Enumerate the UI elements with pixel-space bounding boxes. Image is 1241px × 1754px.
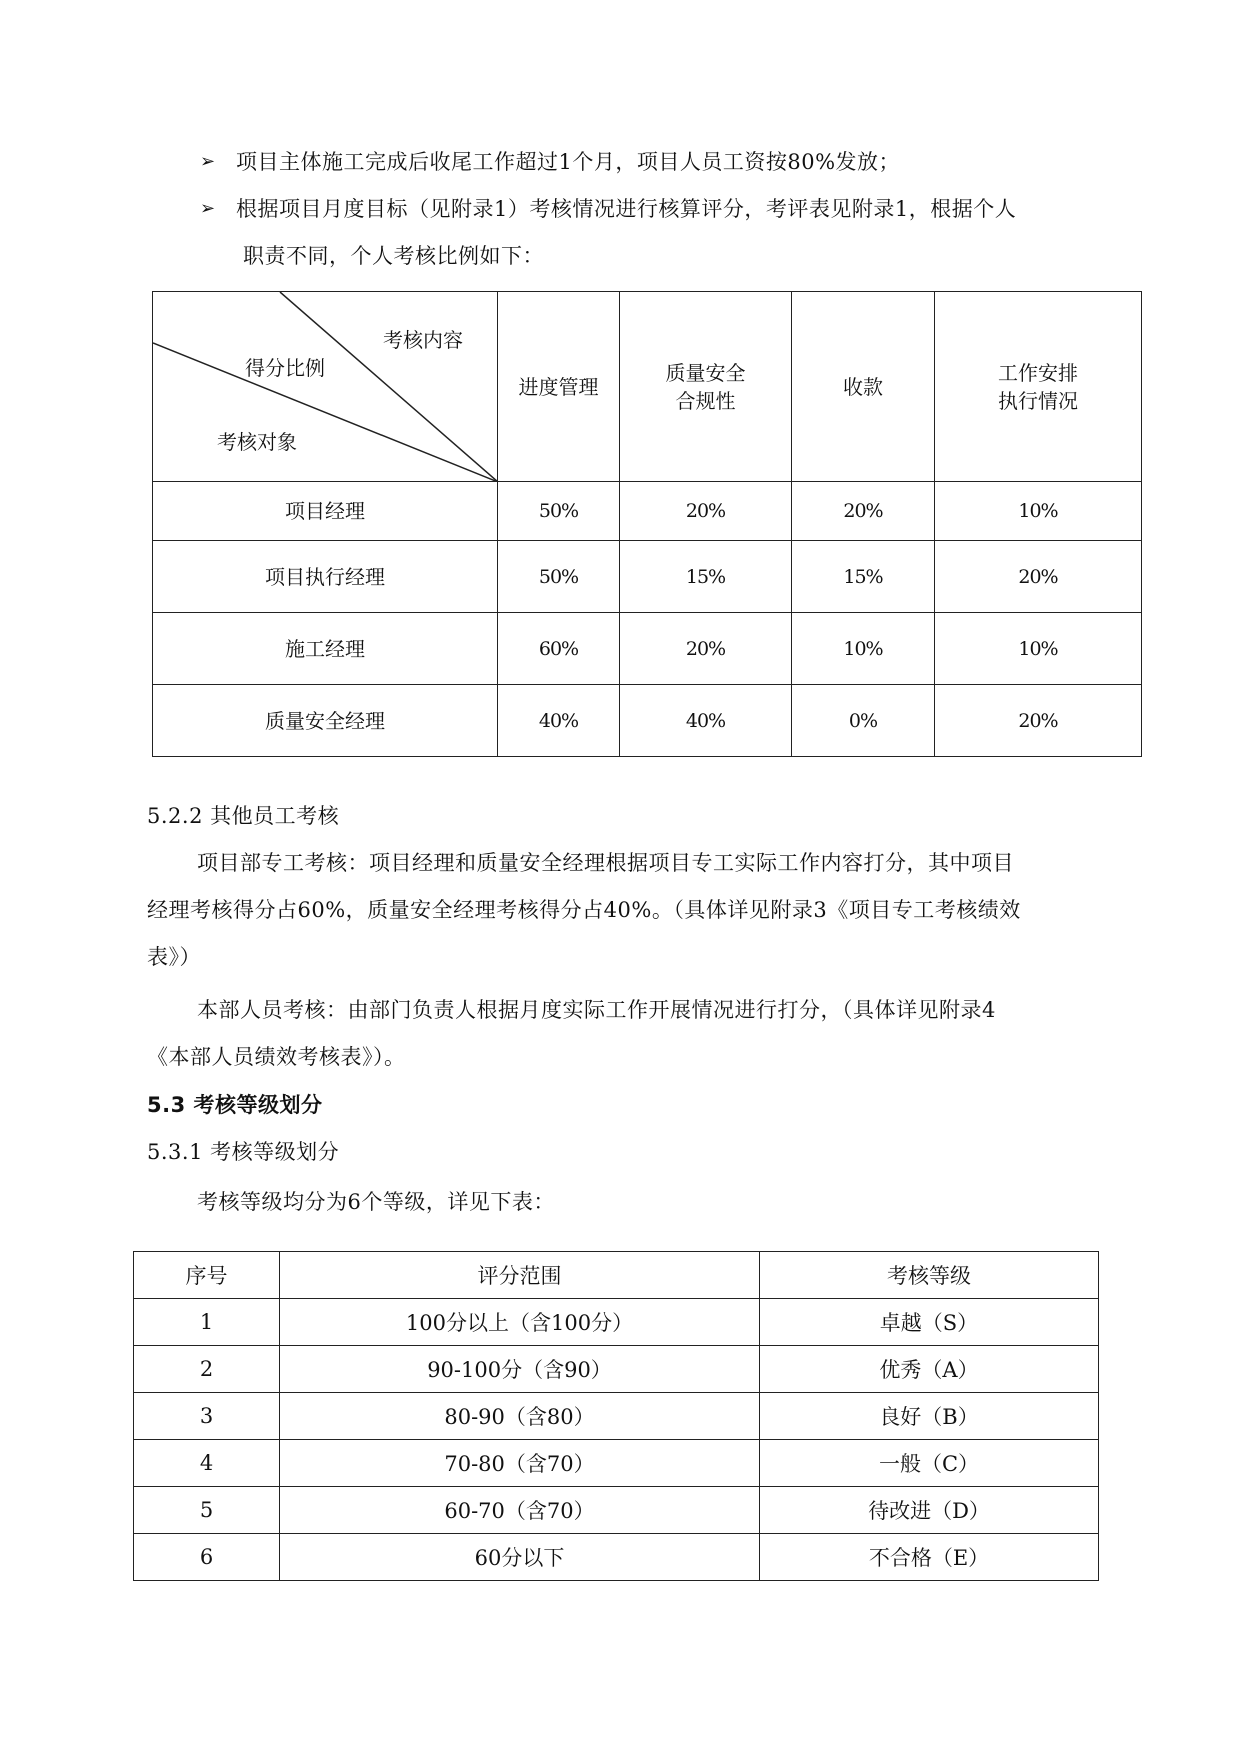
- ratio-cell: 20%: [620, 613, 792, 685]
- score-range-cell: 90-100分（含90）: [280, 1346, 760, 1393]
- column-header: 序号: [134, 1252, 280, 1299]
- grade-level-table: [133, 1251, 1098, 1581]
- table-row: [134, 1299, 1099, 1346]
- ratio-cell: 10%: [935, 482, 1142, 541]
- corner-label-ratio: 得分比例: [245, 356, 325, 380]
- diagonal-lines: [153, 292, 498, 482]
- ratio-cell: 60%: [498, 613, 620, 685]
- column-header: 评分范围: [280, 1252, 760, 1299]
- table-row: [134, 1487, 1099, 1534]
- grade-cell: 良好（B）: [760, 1393, 1099, 1440]
- table-header-row: [134, 1252, 1099, 1299]
- section-heading-522: 5.2.2 其他员工考核: [147, 804, 340, 828]
- ratio-cell: 20%: [792, 482, 935, 541]
- corner-label-target: 考核对象: [217, 430, 297, 454]
- arrow-bullet-icon: ➢: [200, 198, 216, 219]
- grade-cell: 不合格（E）: [760, 1534, 1099, 1581]
- column-header: 进度管理: [498, 292, 620, 482]
- ratio-cell: 20%: [935, 685, 1142, 757]
- ratio-cell: 15%: [792, 541, 935, 613]
- paragraph-line: 表》）: [147, 945, 201, 969]
- ratio-cell: 10%: [792, 613, 935, 685]
- table-row: [134, 1393, 1099, 1440]
- paragraph-line: 本部人员考核：由部门负责人根据月度实际工作开展情况进行打分，（具体详见附录4: [197, 998, 996, 1022]
- column-header: 工作安排 执行情况: [935, 292, 1142, 482]
- bullet-text: 根据项目月度目标（见附录1）考核情况进行核算评分，考评表见附录1，根据个人: [236, 197, 1017, 221]
- index-cell: 1: [134, 1299, 280, 1346]
- index-cell: 4: [134, 1440, 280, 1487]
- assessment-ratio-table: [152, 291, 1141, 756]
- index-cell: 3: [134, 1393, 280, 1440]
- ratio-cell: 15%: [620, 541, 792, 613]
- section-heading-53: 5.3 考核等级划分: [147, 1093, 323, 1117]
- section-heading-531: 5.3.1 考核等级划分: [147, 1140, 340, 1164]
- bullet-text-continuation: 职责不同，个人考核比例如下：: [243, 244, 544, 268]
- table-row: [134, 1346, 1099, 1393]
- column-header: 收款: [792, 292, 935, 482]
- index-cell: 5: [134, 1487, 280, 1534]
- paragraph-line: 项目部专工考核：项目经理和质量安全经理根据项目专工实际工作内容打分，其中项目: [197, 851, 1014, 875]
- index-cell: 6: [134, 1534, 280, 1581]
- ratio-cell: 40%: [498, 685, 620, 757]
- ratio-cell: 0%: [792, 685, 935, 757]
- ratio-cell: 40%: [620, 685, 792, 757]
- table-header-row: [153, 292, 1142, 482]
- role-cell: 施工经理: [153, 613, 498, 685]
- grade-cell: 卓越（S）: [760, 1299, 1099, 1346]
- score-range-cell: 70-80（含70）: [280, 1440, 760, 1487]
- paragraph-line: 《本部人员绩效考核表》）。: [147, 1045, 406, 1069]
- table-row: [153, 482, 1142, 541]
- grade-cell: 一般（C）: [760, 1440, 1099, 1487]
- role-cell: 项目执行经理: [153, 541, 498, 613]
- ratio-cell: 20%: [620, 482, 792, 541]
- grade-cell: 待改进（D）: [760, 1487, 1099, 1534]
- table-row: [134, 1534, 1099, 1581]
- column-header: 考核等级: [760, 1252, 1099, 1299]
- bullet-text: 项目主体施工完成后收尾工作超过1个月，项目人员工资按80%发放；: [236, 150, 901, 174]
- score-range-cell: 80-90（含80）: [280, 1393, 760, 1440]
- ratio-cell: 20%: [935, 541, 1142, 613]
- grade-cell: 优秀（A）: [760, 1346, 1099, 1393]
- role-cell: 项目经理: [153, 482, 498, 541]
- score-range-cell: 60分以下: [280, 1534, 760, 1581]
- index-cell: 2: [134, 1346, 280, 1393]
- score-range-cell: 100分以上（含100分）: [280, 1299, 760, 1346]
- column-header: 质量安全 合规性: [620, 292, 792, 482]
- role-cell: 质量安全经理: [153, 685, 498, 757]
- table-row: [153, 685, 1142, 757]
- score-range-cell: 60-70（含70）: [280, 1487, 760, 1534]
- corner-label-content: 考核内容: [383, 328, 463, 352]
- ratio-cell: 50%: [498, 541, 620, 613]
- diagonal-header-cell: [153, 292, 498, 482]
- table-row: [153, 613, 1142, 685]
- paragraph-line: 经理考核得分占60%，质量安全经理考核得分占40%。（具体详见附录3《项目专工考核绩效: [147, 898, 1021, 922]
- ratio-cell: 50%: [498, 482, 620, 541]
- ratio-cell: 10%: [935, 613, 1142, 685]
- table-row: [134, 1440, 1099, 1487]
- paragraph-line: 考核等级均分为6个等级，详见下表：: [197, 1190, 555, 1214]
- table-row: [153, 541, 1142, 613]
- arrow-bullet-icon: ➢: [200, 151, 216, 172]
